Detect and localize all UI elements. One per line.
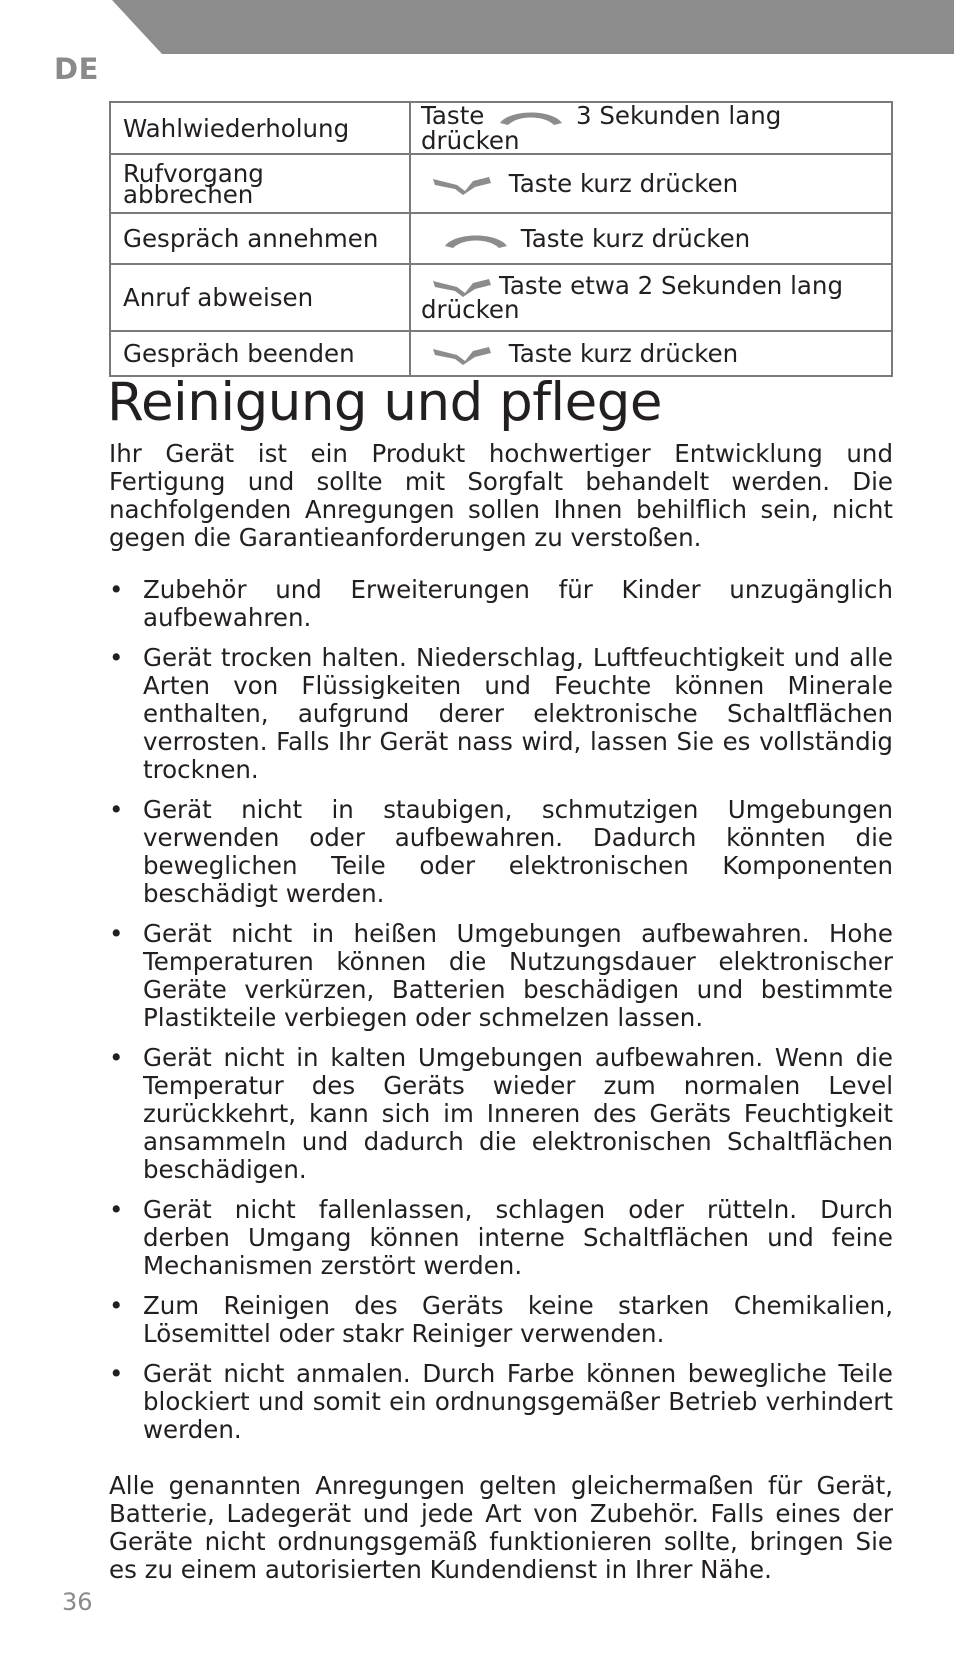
bullet-marker: • <box>109 575 124 604</box>
action-post-text: Taste kurz drücken <box>520 224 751 253</box>
list-item: • Zum Reinigen des Geräts keine starken Chemikalien, Lösemittel oder stakr Reiniger verwenden. <box>109 1291 893 1348</box>
call-end-icon <box>431 343 493 367</box>
list-item: • Gerät trocken halten. Niederschlag, Luftfeuchtigkeit und alle Arten von Flüssigkeiten und Feuchte können Minerale enthalten, aufgrund derer elektronische Schaltflächen verrosten. Falls Ihr Gerät nass wird, lassen Sie es vollständig trocknen. <box>109 643 893 784</box>
list-item: • Gerät nicht in staubigen, schmutzigen Umgebungen verwenden oder aufbewahren. Dadurch könnten die beweglichen Teile oder elektronischen Komponenten beschädigt werden. <box>109 795 893 908</box>
list-item: • Gerät nicht in kalten Umgebungen aufbewahren. Wenn die Temperatur des Geräts wieder zum normalen Level zurückkehrt, kann sich im Inneren des Geräts Feuchtigkeit ansammeln und dadurch die elektronischen Schaltflächen beschädigen. <box>109 1043 893 1184</box>
table-row <box>110 264 892 331</box>
action-pre-text: Taste <box>421 101 485 130</box>
bullet-marker: • <box>109 795 124 824</box>
care-instructions-list <box>109 576 893 1444</box>
table-row <box>110 154 892 213</box>
key-function-table <box>109 101 893 377</box>
intro-paragraph: Ihr Gerät ist ein Produkt hochwertiger Entwicklung und Fertigung und sollte mit Sorgfalt behandelt werden. Die nachfolgenden Anregungen sollen Ihnen behilflich sein, nicht gegen die Garantieanforderungen zu verstoßen. <box>109 439 893 552</box>
action-cell <box>410 264 892 331</box>
header-bar <box>0 0 954 54</box>
action-post-text: 3 Sekunden lang drücken <box>421 101 782 155</box>
bullet-marker: • <box>109 1359 124 1388</box>
action-cell <box>410 154 892 213</box>
list-item: • Gerät nicht in heißen Umgebungen aufbewahren. Hohe Temperaturen können die Nutzungsdauer elektronischer Geräte verkürzen, Batterien beschädigen und bestimmte Plastikteile verbiegen oder schmelzen lassen. <box>109 919 893 1032</box>
bullet-marker: • <box>109 643 124 672</box>
page-number: 36 <box>62 1588 93 1616</box>
action-post-text: Taste etwa 2 Sekunden lang drücken <box>421 271 844 324</box>
section-body <box>109 440 893 1584</box>
function-cell: Rufvorgang abbrechen <box>110 154 410 213</box>
action-post-text: Taste kurz drücken <box>508 338 739 368</box>
list-item: • Gerät nicht anmalen. Durch Farbe können bewegliche Teile blockiert und somit ein ordnungsgemäßer Betrieb verhindert werden. <box>109 1359 893 1444</box>
closing-paragraph: Alle genannten Anregungen gelten gleichermaßen für Gerät, Batterie, Ladegerät und jede Art von Zubehör. Falls eines der Geräte nicht ordnungsgemäß funktionieren sollte, bringen Sie es zu einem autorisierten Kundendienst in Ihrer Nähe. <box>109 1471 893 1584</box>
list-item: • Gerät nicht fallenlassen, schlagen oder rütteln. Durch derben Umgang können interne Schaltflächen und feine Mechanismen zerstört werden. <box>109 1195 893 1280</box>
language-label: DE <box>54 52 99 86</box>
action-cell <box>410 213 892 264</box>
bullet-marker: • <box>109 1043 124 1072</box>
call-end-icon <box>431 173 493 197</box>
function-cell: Gespräch annehmen <box>110 213 410 264</box>
bullet-marker: • <box>109 1291 124 1320</box>
action-cell <box>410 102 892 154</box>
function-cell: Gespräch beenden <box>110 331 410 376</box>
section-title: Reinigung und pflege <box>107 372 662 433</box>
action-post-text: Taste kurz drücken <box>508 168 739 198</box>
table-row <box>110 213 892 264</box>
bullet-marker: • <box>109 919 124 948</box>
function-cell: Anruf abweisen <box>110 264 410 331</box>
call-accept-icon <box>443 230 509 250</box>
call-accept-icon <box>498 107 564 127</box>
bullet-marker: • <box>109 1195 124 1224</box>
table-row <box>110 102 892 154</box>
list-item: • Zubehör und Erweiterungen für Kinder unzugänglich aufbewahren. <box>109 575 893 632</box>
function-cell: Wahlwiederholung <box>110 102 410 154</box>
